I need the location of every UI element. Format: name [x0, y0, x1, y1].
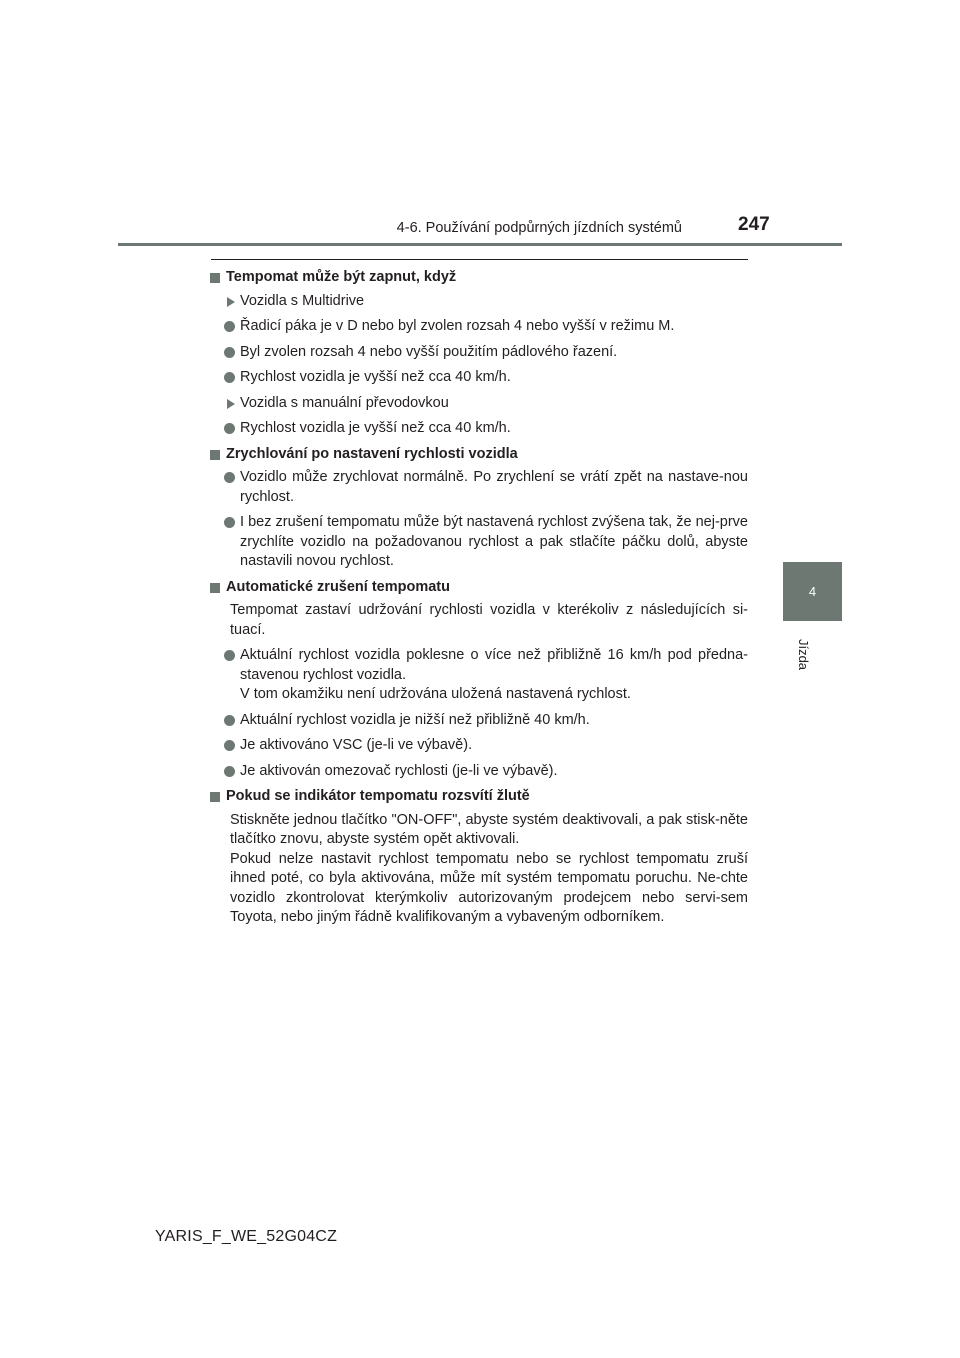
header-section-title: 4-6. Používání podpůrných jízdních systémů: [396, 220, 682, 236]
section-heading-text: Pokud se indikátor tempomatu rozsvítí žlutě: [226, 788, 530, 804]
list-item: [210, 646, 748, 705]
section-divider: [211, 259, 748, 260]
sub-heading-text: Vozidla s Multidrive: [240, 292, 365, 309]
circle-bullet-icon: [224, 321, 235, 332]
chapter-label-container: [792, 634, 816, 674]
document-code: YARIS_F_WE_52G04CZ: [155, 1228, 338, 1245]
list-item-text: Vozidlo může zrychlovat normálně. Po zrychlení se vrátí zpět na nastave-nou rychlost.: [240, 469, 748, 505]
circle-bullet-icon: [224, 347, 235, 358]
triangle-bullet-icon: [227, 399, 235, 409]
circle-bullet-icon: [224, 766, 235, 777]
list-item-text: V tom okamžiku není udržována uložená nastavená rychlost.: [240, 686, 631, 702]
chapter-tab: [783, 562, 842, 621]
list-item: [210, 419, 748, 439]
circle-bullet-icon: [224, 650, 235, 661]
sub-heading: [210, 394, 748, 414]
list-item-text: Rychlost vozidla je vyšší než cca 40 km/h.: [240, 369, 511, 385]
section-heading: [210, 787, 748, 807]
list-item: [210, 368, 748, 388]
sub-heading-text: Vozidla s manuální převodovkou: [240, 394, 449, 411]
square-bullet-icon: [210, 583, 220, 593]
list-item-text: Je aktivován omezovač rychlosti (je-li ve výbavě).: [240, 762, 558, 779]
square-bullet-icon: [210, 792, 220, 802]
list-item-text: Byl zvolen rozsah 4 nebo vyšší použitím pádlového řazení.: [240, 343, 618, 360]
circle-bullet-icon: [224, 715, 235, 726]
list-item: [210, 736, 748, 756]
section-heading-text: Automatické zrušení tempomatu: [226, 578, 450, 595]
paragraph: Tempomat zastaví udržování rychlosti vozidla v kterékoliv z následujících si-tuací.: [230, 602, 748, 638]
paragraph: Pokud nelze nastavit rychlost tempomatu nebo se rychlost tempomatu zruší ihned poté, co byla aktivována, může mít systém tempomatu poruchu. Ne-chte vozidlo zkontrolovat kterýmkoliv autorizovaným prodejcem nebo servi-sem Toyota, nebo jiným řádně kvalifikovaným a vybaveným odborníkem.: [230, 850, 748, 925]
list-item: [210, 317, 748, 337]
list-item: [210, 711, 748, 731]
section-heading-text: Tempomat může být zapnut, když: [226, 269, 457, 285]
list-item-text: Je aktivováno VSC (je-li ve výbavě).: [240, 737, 473, 753]
list-item-text: Aktuální rychlost vozidla je nižší než přibližně 40 km/h.: [240, 711, 590, 728]
list-item-text: Řadicí páka je v D nebo byl zvolen rozsah 4 nebo vyšší v režimu M.: [240, 318, 675, 334]
circle-bullet-icon: [224, 372, 235, 383]
header-divider: [118, 243, 842, 246]
sub-heading: [210, 292, 748, 312]
section-heading: [210, 268, 748, 288]
paragraph: Stiskněte jednou tlačítko "ON-OFF", abyste systém deaktivovali, a pak stisk-něte tlačítko znovu, abyste systém opět aktivovali.: [230, 811, 748, 847]
square-bullet-icon: [210, 450, 220, 460]
page-number: 247: [738, 214, 770, 235]
list-item: [210, 513, 748, 572]
list-item-text: I bez zrušení tempomatu může být nastavená rychlost zvýšena tak, že nej-prve zrychlíte vozidlo na požadovanou rychlost a pak stlačíte páčku dolů, abyste nastavili novou rychlost.: [240, 514, 748, 569]
list-item: [210, 468, 748, 507]
triangle-bullet-icon: [227, 297, 235, 307]
list-item-text: Rychlost vozidla je vyšší než cca 40 km/h.: [240, 420, 511, 436]
list-item: [210, 762, 748, 782]
list-item-text: Aktuální rychlost vozidla poklesne o více než přibližně 16 km/h pod předna-stavenou rychlost vozidla.: [240, 647, 748, 683]
section-heading-text: Zrychlování po nastavení rychlosti vozidla: [226, 445, 518, 462]
chapter-label: Jízda: [796, 638, 812, 670]
circle-bullet-icon: [224, 517, 235, 528]
circle-bullet-icon: [224, 740, 235, 751]
circle-bullet-icon: [224, 472, 235, 483]
section-heading: [210, 445, 748, 465]
chapter-number: 4: [808, 584, 817, 599]
list-item: [210, 343, 748, 363]
square-bullet-icon: [210, 273, 220, 283]
circle-bullet-icon: [224, 423, 235, 434]
page-content: [210, 268, 748, 934]
section-heading: [210, 578, 748, 598]
